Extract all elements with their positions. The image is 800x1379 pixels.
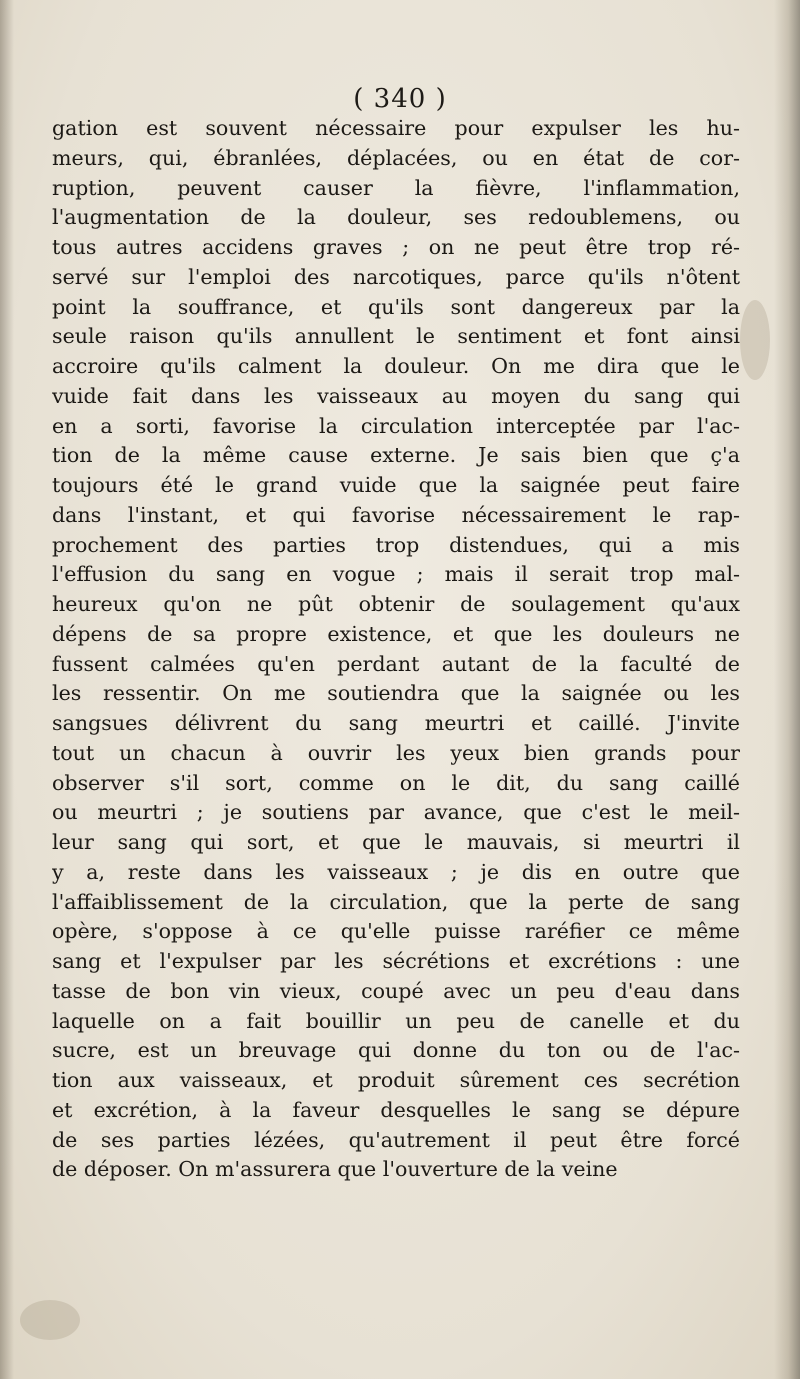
text-line: dans l'instant, et qui favorise nécessairement le rap-	[52, 502, 740, 527]
text-line: l'augmentation de la douleur, ses redoublemens, ou	[52, 205, 740, 230]
text-line: seule raison qu'ils annullent le sentiment et font ainsi	[52, 324, 740, 349]
text-line: l'affaiblissement de la circulation, que la perte de sang	[52, 889, 740, 914]
text-line: servé sur l'emploi des narcotiques, parce qu'ils n'ôtent	[52, 264, 740, 289]
text-line: en a sorti, favorise la circulation interceptée par l'ac-	[52, 413, 740, 438]
page-left-edge-shadow	[0, 0, 14, 1379]
text-line: tion aux vaisseaux, et produit sûrement ces secrétion	[52, 1068, 740, 1092]
text-line: toujours été le grand vuide que la saignée peut faire	[52, 473, 740, 497]
text-line: l'effusion du sang en vogue ; mais il serait trop mal-	[52, 562, 740, 587]
paper-stain	[740, 300, 770, 380]
page-right-edge-shadow	[774, 0, 800, 1379]
text-line: accroire qu'ils calment la douleur. On me dira que le	[52, 354, 740, 378]
text-line: et excrétion, à la faveur desquelles le sang se dépure	[52, 1097, 740, 1122]
text-line: meurs, qui, ébranlées, déplacées, ou en état de cor-	[52, 145, 740, 170]
paper-stain	[20, 1300, 80, 1340]
text-line: vuide fait dans les vaisseaux au moyen du sang qui	[52, 383, 740, 408]
text-line: ou meurtri ; je soutiens par avance, que c'est le meil-	[52, 800, 740, 825]
text-line: point la souffrance, et qu'ils sont dangereux par la	[52, 294, 740, 319]
text-line: opère, s'oppose à ce qu'elle puisse raréfier ce même	[52, 919, 740, 944]
text-line: leur sang qui sort, et que le mauvais, si meurtri il	[52, 830, 740, 854]
text-line: observer s'il sort, comme on le dit, du sang caillé	[52, 770, 740, 795]
text-line: gation est souvent nécessaire pour expulser les hu-	[52, 116, 740, 140]
text-line: tous autres accidens graves ; on ne peut être trop ré-	[52, 235, 740, 259]
text-line: les ressentir. On me soutiendra que la saignée ou les	[52, 681, 740, 706]
text-line: sangsues délivrent du sang meurtri et caillé. J'invite	[52, 711, 740, 735]
text-line: laquelle on a fait bouillir un peu de canelle et du	[52, 1008, 740, 1033]
text-line: sucre, est un breuvage qui donne du ton ou de l'ac-	[52, 1038, 740, 1063]
text-line: prochement des parties trop distendues, qui a mis	[52, 532, 740, 557]
text-line: sang et l'expulser par les sécrétions et excrétions : une	[52, 949, 740, 973]
text-line: dépens de sa propre existence, et que les douleurs ne	[52, 621, 740, 646]
text-line: heureux qu'on ne pût obtenir de soulagement qu'aux	[52, 592, 740, 616]
text-line: de déposer. On m'assurera que l'ouverture de la veine	[52, 1157, 618, 1182]
text-line: tout un chacun à ouvrir les yeux bien grands pour	[52, 740, 740, 765]
text-line: fussent calmées qu'en perdant autant de la faculté de	[52, 651, 740, 676]
page-number: ( 340 )	[353, 84, 447, 114]
text-line: tasse de bon vin vieux, coupé avec un peu d'eau dans	[52, 978, 740, 1003]
text-line: tion de la même cause externe. Je sais bien que ç'a	[52, 443, 740, 468]
text-line: de ses parties lézées, qu'autrement il peut être forcé	[52, 1127, 740, 1152]
text-line: y a, reste dans les vaisseaux ; je dis en outre que	[52, 859, 740, 884]
body-text	[52, 114, 740, 1185]
text-line: ruption, peuvent causer la fièvre, l'inflammation,	[52, 175, 740, 200]
